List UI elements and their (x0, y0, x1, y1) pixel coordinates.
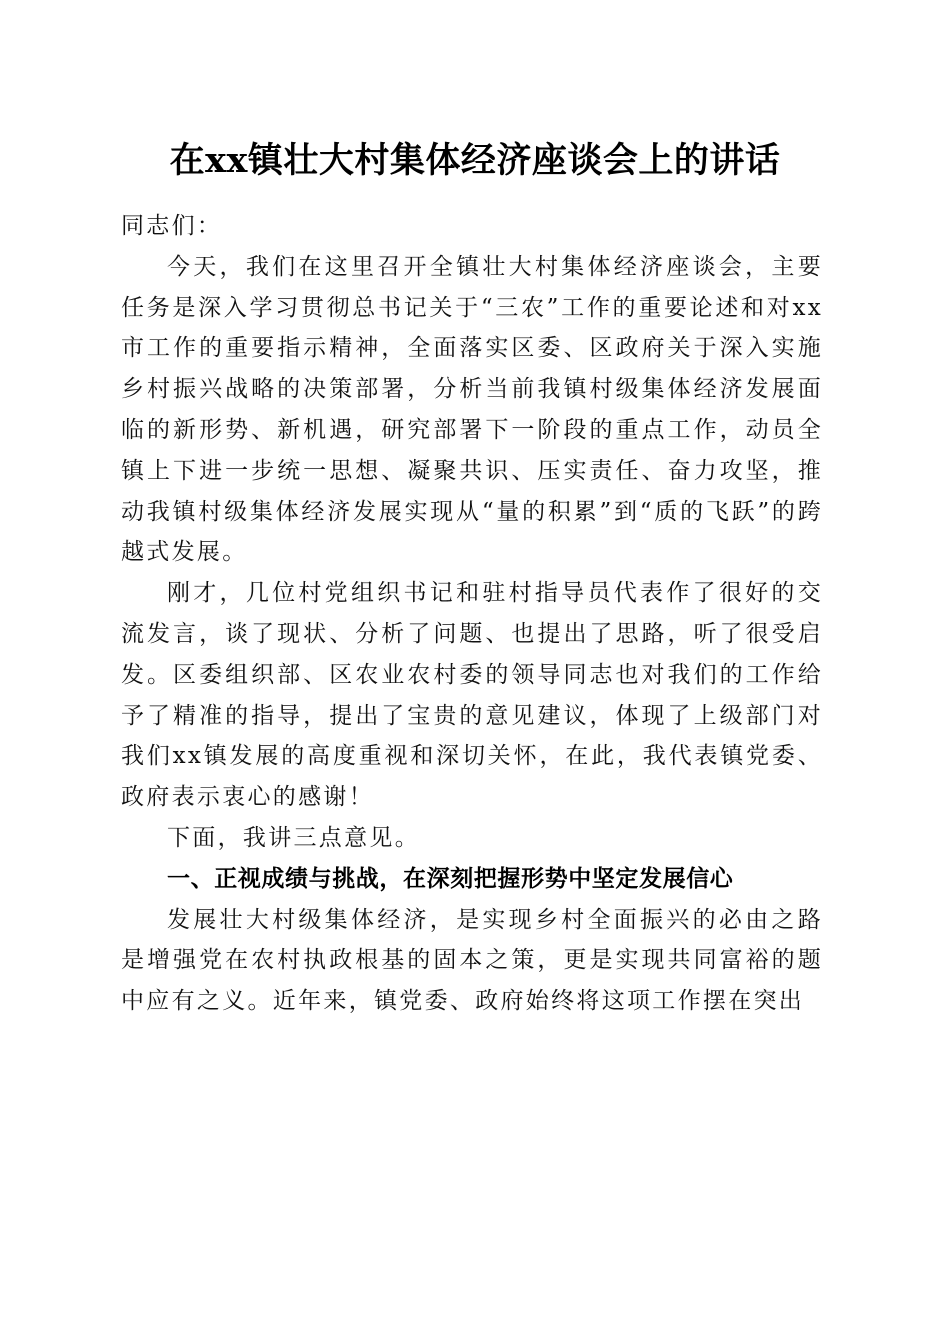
paragraph-acknowledgement: 刚才，几位村党组织书记和驻村指导员代表作了很好的交流发言，谈了现状、分析了问题、也提出了思路，听了很受启发。区委组织部、区农业农村委的领导同志也对我们的工作给予了精准的指导，提出了宝贵的意见建议，体现了上级部门对我们xx镇发展的高度重视和深切关怀，在此，我代表镇党委、政府表示衷心的感谢！ (121, 580, 823, 811)
paragraph-section-1: 发展壮大村级集体经济，是实现乡村全面振兴的必由之路是增强党在农村执政根基的固本之策，更是实现共同富裕的题中应有之义。近年来，镇党委、政府始终将这项工作摆在突出 (121, 906, 823, 1015)
paragraph-opening: 今天，我们在这里召开全镇壮大村集体经济座谈会，主要任务是深入学习贯彻总书记关于“三农”工作的重要论述和对xx市工作的重要指示精神，全面落实区委、区政府关于深入实施乡村振兴战略的决策部署，分析当前我镇村级集体经济发展面临的新形势、新机遇，研究部署下一阶段的重点工作，动员全镇上下进一步统一思想、凝聚共识、压实责任、奋力攻坚，推动我镇村级集体经济发展实现从“量的积累”到“质的飞跃”的跨越式发展。 (121, 253, 823, 566)
salutation: 同志们： (121, 213, 223, 239)
document-body (121, 206, 823, 1022)
paragraph-transition: 下面，我讲三点意见。 (167, 824, 420, 851)
section-heading-1: 一、正视成绩与挑战，在深刻把握形势中坚定发展信心 (167, 865, 734, 892)
document-title: 在xx镇壮大村集体经济座谈会上的讲话 (169, 140, 781, 181)
